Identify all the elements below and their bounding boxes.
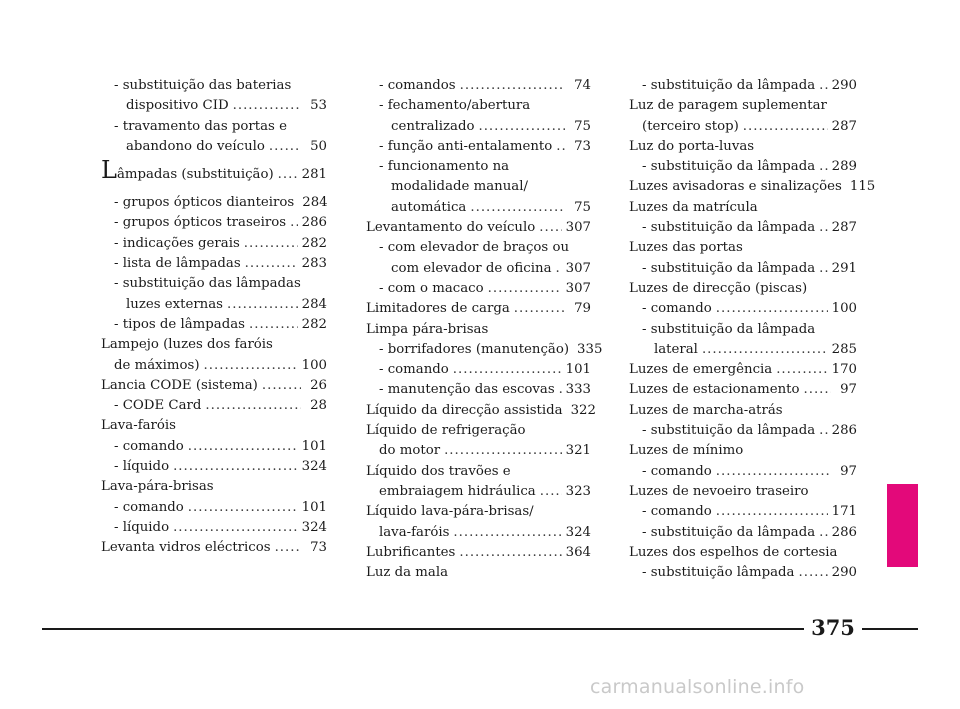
- index-entry: [366, 380, 591, 400]
- dot-leader: [188, 437, 298, 457]
- index-entry-text: Líquido dos travões e: [366, 463, 511, 479]
- index-entry-page: 323: [565, 483, 591, 499]
- index-entry-text: - comando: [642, 504, 712, 520]
- dot-leader: [275, 538, 301, 558]
- index-entry-page: 286: [831, 524, 857, 540]
- index-entry-text: embraiagem hidráulica: [379, 483, 536, 499]
- index-entry-text: abandono do veículo: [126, 138, 265, 154]
- index-entry: [101, 457, 327, 477]
- index-entry: [366, 198, 591, 218]
- index-entry-text: Lubrificantes: [366, 544, 456, 560]
- index-entry-page: 74: [574, 78, 591, 93]
- index-entry-text: - substituição da lâmpada: [642, 159, 816, 175]
- section-tab-marker: [887, 484, 918, 567]
- index-entry-text: Lampejo (luzes dos faróis: [101, 337, 273, 353]
- index-entry-page: 333: [565, 382, 591, 398]
- dot-leader: [249, 315, 298, 335]
- dot-leader: [819, 421, 827, 441]
- index-entry-text: - grupos ópticos dianteiros: [114, 195, 295, 211]
- dot-leader: [262, 376, 301, 396]
- index-entry: [366, 482, 591, 502]
- index-entry: [366, 502, 591, 522]
- index-entry: [101, 315, 327, 335]
- index-entry-text: (terceiro stop): [642, 118, 739, 134]
- index-entry: [366, 543, 591, 563]
- dot-leader: [819, 76, 827, 96]
- index-entry-text: - comando: [379, 362, 449, 378]
- index-entry-text: - indicações gerais: [114, 235, 240, 251]
- dot-leader: [269, 137, 301, 157]
- index-entry-page: 26: [310, 377, 327, 393]
- index-entry-page: 97: [840, 382, 857, 398]
- index-entry: [629, 421, 857, 441]
- index-entry-text: - travamento das portas e: [114, 118, 287, 134]
- index-entry-text: Limitadores de carga: [366, 301, 510, 317]
- index-entry-page: 324: [301, 459, 327, 475]
- index-entry: [366, 421, 591, 441]
- index-entry-text: - líquido: [114, 519, 170, 535]
- index-entry: [101, 234, 327, 254]
- index-entry: [366, 218, 591, 238]
- index-entry-page: 75: [574, 118, 591, 134]
- index-entry: [629, 441, 857, 461]
- index-entry: [101, 117, 327, 137]
- index-entry: [366, 76, 591, 96]
- dot-leader: [245, 254, 298, 274]
- dot-leader: [453, 360, 562, 380]
- index-entry-text: - tipos de lâmpadas: [114, 316, 245, 332]
- index-entry-page: 282: [301, 235, 327, 251]
- index-entry-page: 73: [310, 540, 327, 556]
- index-entry-text: - funcionamento na: [379, 159, 510, 175]
- index-entry-text: luzes externas: [126, 296, 223, 312]
- index-entry-page: 79: [574, 301, 591, 317]
- dot-leader: [819, 157, 827, 177]
- index-entry-text: Lancia CODE (sistema): [101, 377, 258, 393]
- index-entry-page: 100: [831, 301, 857, 317]
- index-entry: [101, 274, 327, 294]
- index-entry-page: 324: [565, 524, 591, 540]
- index-entry-text: Levanta vidros eléctricos: [101, 540, 271, 556]
- index-entry-page: 97: [840, 463, 857, 479]
- index-entry-page: 290: [831, 565, 857, 581]
- index-entry: [366, 563, 591, 583]
- index-entry-text: - substituição da lâmpada: [642, 260, 816, 276]
- dot-leader: [743, 117, 828, 137]
- dot-leader: [488, 279, 562, 299]
- index-entry-text: - líquido: [114, 459, 170, 475]
- dot-leader: [819, 259, 827, 279]
- index-entry-page: 307: [565, 280, 591, 296]
- index-entry: [629, 279, 857, 299]
- index-entry-text: Luzes de emergência: [629, 362, 773, 378]
- index-entry-page: 101: [301, 499, 327, 515]
- index-entry-text: - comando: [642, 463, 712, 479]
- index-entry-page: 53: [310, 98, 327, 114]
- index-entry-text: Luzes de estacionamento: [629, 382, 800, 398]
- index-entry: [366, 320, 591, 340]
- index-entry-page: 289: [831, 159, 857, 175]
- index-entry-page: 281: [301, 167, 327, 183]
- index-entry-page: 321: [565, 443, 591, 459]
- index-entry-page: 291: [831, 260, 857, 276]
- index-entry: [629, 523, 857, 543]
- index-entry: [101, 96, 327, 116]
- index-entry-text: Luz de paragem suplementar: [629, 98, 827, 114]
- index-entry: [629, 117, 857, 137]
- dot-leader: [460, 76, 565, 96]
- index-entry: [101, 538, 327, 558]
- index-entry: [101, 137, 327, 157]
- index-entry-page: 284: [301, 296, 327, 312]
- index-entry-text: - com elevador de braços ou: [379, 240, 570, 256]
- index-entry: [629, 177, 876, 197]
- dot-leader: [556, 259, 562, 279]
- index-entry-text: Líquido da direcção assistida: [366, 402, 563, 418]
- index-entry-text: do motor: [379, 443, 441, 459]
- index-entry-page: 287: [831, 118, 857, 134]
- dot-leader: [478, 117, 565, 137]
- footer-rule-left: [42, 628, 804, 630]
- index-entry: [629, 482, 857, 502]
- index-entry-text: - substituição da lâmpada: [642, 78, 816, 93]
- index-entry-page: 284: [302, 195, 328, 211]
- index-entry-text: Luzes de nevoeiro traseiro: [629, 483, 809, 499]
- index-entry-text: Lava-pára-brisas: [101, 479, 214, 495]
- dot-leader: [819, 523, 827, 543]
- index-entry-page: 285: [831, 341, 857, 357]
- dot-leader: [227, 295, 298, 315]
- index-entry-text: lateral: [654, 341, 698, 357]
- dot-leader: [173, 518, 298, 538]
- index-entry-page: 286: [301, 215, 327, 231]
- index-entry-page: 73: [574, 138, 591, 154]
- index-entry-page: 335: [577, 341, 603, 357]
- index-entry: [366, 238, 591, 258]
- dot-leader: [556, 137, 565, 157]
- index-entry-text: com elevador de oficina: [391, 260, 552, 276]
- index-entry-page: 287: [831, 220, 857, 236]
- dot-leader: [244, 234, 298, 254]
- index-entry: [101, 193, 327, 213]
- index-entry: [629, 76, 857, 96]
- dot-leader: [776, 360, 827, 380]
- index-entry: [629, 401, 857, 421]
- index-entry: [366, 340, 603, 360]
- dot-leader: [459, 543, 561, 563]
- dot-leader: [514, 299, 565, 319]
- index-entry-text: - substituição da lâmpada: [642, 321, 816, 337]
- dot-leader: [173, 457, 298, 477]
- index-entry-text: - função anti-entalamento: [379, 138, 553, 154]
- index-entry-text: - com o macaco: [379, 280, 484, 296]
- index-entry: [629, 218, 857, 238]
- dot-leader: [819, 218, 827, 238]
- index-entry: [629, 238, 857, 258]
- index-entry-page: 286: [831, 423, 857, 439]
- index-entry: [366, 96, 591, 116]
- index-entry-page: 75: [574, 199, 591, 215]
- dot-leader: [444, 441, 562, 461]
- index-entry: [629, 299, 857, 319]
- index-entry: [629, 563, 857, 583]
- index-entry: [366, 117, 591, 137]
- index-entry-page: 171: [831, 504, 857, 520]
- watermark: carmanualsonline.info: [590, 676, 805, 698]
- index-entry: [366, 462, 591, 482]
- dot-leader: [716, 299, 828, 319]
- index-entry: [366, 360, 591, 380]
- index-entry-text: - comando: [114, 438, 184, 454]
- index-entry-text: - fechamento/abertura: [379, 98, 531, 114]
- index-entry: [366, 441, 591, 461]
- index-entry: [366, 137, 591, 157]
- index-entry-text: Luzes de marcha-atrás: [629, 402, 783, 418]
- dot-leader: [559, 380, 562, 400]
- index-entry-page: 100: [301, 357, 327, 373]
- dot-leader: [188, 498, 298, 518]
- index-entry: [366, 279, 591, 299]
- index-entry-text: - borrifadores (manutenção): [379, 341, 570, 357]
- index-entry-text: Levantamento do veículo: [366, 220, 536, 236]
- index-entry-text: Lava-faróis: [101, 418, 176, 434]
- index-entry-page: 28: [310, 398, 327, 414]
- dot-leader: [470, 198, 565, 218]
- index-entry: [629, 380, 857, 400]
- index-entry: [629, 462, 857, 482]
- index-column-3: [629, 76, 876, 583]
- index-entry-text: - substituição das baterias: [114, 78, 292, 93]
- index-entry: [101, 437, 327, 457]
- index-entry-page: 101: [301, 438, 327, 454]
- index-entry-page: 283: [301, 256, 327, 272]
- index-entry-page: 170: [831, 362, 857, 378]
- index-entry: [101, 477, 327, 497]
- index-entry-text: - substituição das lâmpadas: [114, 276, 301, 292]
- index-entry-text: automática: [391, 199, 467, 215]
- index-entry-page: 282: [301, 316, 327, 332]
- index-entry-text: - substituição da lâmpada: [642, 524, 816, 540]
- index-entry: [101, 356, 327, 376]
- index-entry-text: modalidade manual/: [391, 179, 528, 195]
- index-entry: [629, 137, 857, 157]
- page-number: 375: [811, 615, 855, 640]
- index-entry-text: Luz do porta-luvas: [629, 138, 755, 154]
- index-entry: [366, 259, 591, 279]
- index-entry: [101, 498, 327, 518]
- index-entry: [366, 157, 591, 177]
- index-entry-text: - manutenção das escovas: [379, 382, 555, 398]
- index-entry-text: Limpa pára-brisas: [366, 321, 489, 337]
- dot-leader: [205, 396, 301, 416]
- index-entry: [366, 299, 591, 319]
- index-entry-page: 307: [565, 220, 591, 236]
- index-entry-page: 50: [310, 138, 327, 154]
- index-entry: [629, 96, 857, 116]
- dot-leader: [539, 218, 561, 238]
- index-column-2: [366, 76, 603, 583]
- index-entry-text: Luzes da matrícula: [629, 199, 758, 215]
- index-entry-text: Luzes de mínimo: [629, 443, 744, 459]
- index-entry: [629, 543, 857, 563]
- index-entry: [629, 320, 857, 340]
- index-entry: [101, 295, 327, 315]
- index-entry-text: Lâmpadas (substituição): [101, 156, 274, 185]
- index-entry-text: - grupos ópticos traseiros: [114, 215, 287, 231]
- index-entry: [629, 198, 857, 218]
- index-entry-page: 101: [565, 362, 591, 378]
- index-entry-text: - CODE Card: [114, 398, 202, 414]
- index-entry-text: - substituição da lâmpada: [642, 220, 816, 236]
- index-entry-text: centralizado: [391, 118, 475, 134]
- index-entry: [101, 254, 327, 274]
- dot-leader: [204, 356, 298, 376]
- dot-leader: [453, 523, 561, 543]
- index-entry-text: - comandos: [379, 78, 456, 93]
- index-entry-text: Líquido de refrigeração: [366, 423, 526, 439]
- index-entry-text: - comando: [114, 499, 184, 515]
- dot-leader: [716, 462, 831, 482]
- index-entry-page: 324: [301, 519, 327, 535]
- index-entry: [629, 259, 857, 279]
- index-entry-text: - lista de lâmpadas: [114, 256, 241, 272]
- dot-leader: [702, 340, 828, 360]
- index-entry: [629, 360, 857, 380]
- index-entry-text: Luzes dos espelhos de cortesia: [629, 544, 838, 560]
- index-entry: [629, 157, 857, 177]
- dot-leader: [233, 96, 301, 116]
- index-column-1: [101, 76, 327, 559]
- index-entry: [101, 396, 327, 416]
- index-entry: [101, 518, 327, 538]
- index-entry-page: 307: [565, 260, 591, 276]
- dot-leader: [540, 482, 562, 502]
- index-entry: [629, 340, 857, 360]
- index-entry-text: Líquido lava-pára-brisas/: [366, 504, 534, 520]
- index-entry: [101, 157, 327, 193]
- dot-leader: [803, 380, 831, 400]
- dot-leader: [278, 157, 298, 193]
- index-entry-text: Luzes de direcção (piscas): [629, 280, 808, 296]
- index-entry-page: 364: [565, 544, 591, 560]
- index-entry-text: Luzes das portas: [629, 240, 743, 256]
- index-entry: [101, 335, 327, 355]
- footer-rule-right: [862, 628, 918, 630]
- index-entry-page: 322: [570, 402, 596, 418]
- index-entry-page: 115: [849, 179, 876, 195]
- index-entry: [366, 523, 591, 543]
- index-entry: [366, 177, 591, 197]
- index-entry-text: Luzes avisadoras e sinalizações: [629, 179, 842, 195]
- index-entry: [101, 416, 327, 436]
- index-entry-text: - substituição lâmpada: [642, 565, 795, 581]
- index-entry: [101, 213, 327, 233]
- index-entry-page: 290: [831, 78, 857, 93]
- index-entry: [629, 502, 857, 522]
- index-entry-text: lava-faróis: [379, 524, 450, 540]
- index-entry-text: de máximos): [114, 357, 200, 373]
- dot-leader: [798, 563, 827, 583]
- index-entry: [101, 76, 327, 96]
- index-entry: [101, 376, 327, 396]
- dot-leader: [290, 213, 298, 233]
- index-entry-text: dispositivo CID: [126, 98, 229, 114]
- index-entry-text: Luz da mala: [366, 565, 449, 581]
- index-entry: [366, 401, 596, 421]
- dot-leader: [716, 502, 828, 522]
- index-entry-text: - comando: [642, 301, 712, 317]
- index-entry-text: - substituição da lâmpada: [642, 423, 816, 439]
